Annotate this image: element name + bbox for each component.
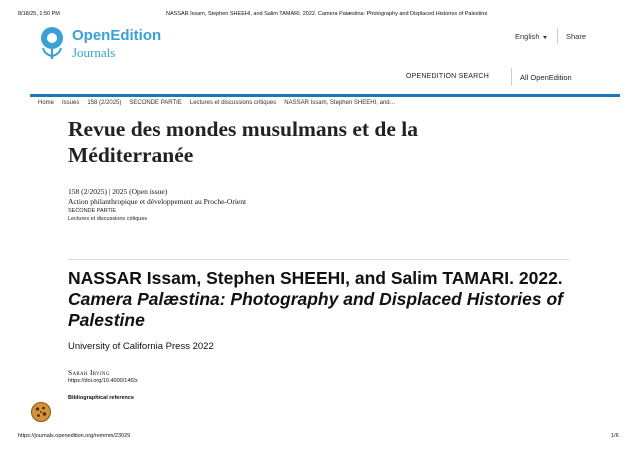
doi-link[interactable]: https://doi.org/10.4000/14f2x bbox=[68, 378, 138, 384]
logo-text-openedition: OpenEdition bbox=[72, 27, 162, 44]
print-page-number: 1/6 bbox=[611, 433, 619, 439]
openedition-journals-logo[interactable] bbox=[38, 24, 178, 64]
breadcrumb-issue[interactable]: 158 (2/2025) bbox=[87, 100, 122, 106]
issue-theme[interactable]: Action philanthropique et développement au Proche-Orient bbox=[68, 196, 247, 206]
article-title bbox=[68, 268, 568, 331]
issue-info bbox=[68, 187, 246, 206]
article-author[interactable]: Sarah Irving bbox=[68, 368, 110, 377]
article-title-book: Camera Palæstina: Photography and Displaced Histories of Palestine bbox=[68, 289, 563, 330]
topnav-divider bbox=[557, 28, 558, 44]
bibliographical-reference-heading: Bibliographical reference bbox=[68, 395, 135, 401]
breadcrumb-home[interactable]: Home bbox=[38, 100, 55, 106]
print-date: 8/18/25, 1:50 PM bbox=[18, 11, 60, 17]
all-openedition-link[interactable]: All OpenEdition bbox=[520, 73, 572, 82]
print-page-title: NASSAR Issam, Stephen SHEEHI, and Salim TAMARI. 2022. Camera Palæstina: Photography and Displaced Histories of Palestine bbox=[166, 11, 488, 17]
print-header bbox=[0, 8, 640, 20]
header-accent-bar bbox=[30, 94, 620, 97]
share-button[interactable]: Share bbox=[566, 32, 587, 41]
openedition-logo-icon bbox=[38, 26, 66, 60]
breadcrumb-issues[interactable]: Issues bbox=[62, 100, 80, 106]
issue-number[interactable]: 158 (2/2025) | 2025 (Open issue) bbox=[68, 187, 168, 196]
publisher-line: University of California Press 2022 bbox=[68, 341, 214, 352]
breadcrumb-subsection[interactable]: Lectures et discussions critiques bbox=[189, 100, 277, 106]
print-url: https://journals.openedition.org/remmm/23029 bbox=[18, 433, 131, 439]
subsection-label: Lectures et discussions critiques bbox=[68, 215, 148, 222]
breadcrumb-section[interactable]: SECONDE PARTIE bbox=[129, 100, 182, 106]
breadcrumb bbox=[38, 100, 404, 112]
journal-title[interactable]: Revue des mondes musulmans et de la Méditerranée bbox=[68, 117, 418, 167]
content-divider bbox=[68, 259, 570, 260]
language-label: English bbox=[515, 32, 540, 41]
caret-down-icon bbox=[543, 36, 547, 39]
openedition-search-link[interactable]: OPENEDITION SEARCH bbox=[406, 73, 489, 80]
article-title-authors: NASSAR Issam, Stephen SHEEHI, and Salim TAMARI. 2022. bbox=[68, 268, 563, 288]
nav-divider bbox=[511, 68, 512, 86]
section-label: SECONDE PARTIE bbox=[68, 208, 117, 214]
section-info bbox=[68, 208, 147, 223]
cookie-icon[interactable] bbox=[30, 401, 52, 423]
logo-text-journals: Journals bbox=[72, 45, 116, 60]
language-selector[interactable] bbox=[515, 32, 547, 41]
breadcrumb-current[interactable]: NASSAR Issam, Stephen SHEEHI, and… bbox=[284, 100, 396, 106]
